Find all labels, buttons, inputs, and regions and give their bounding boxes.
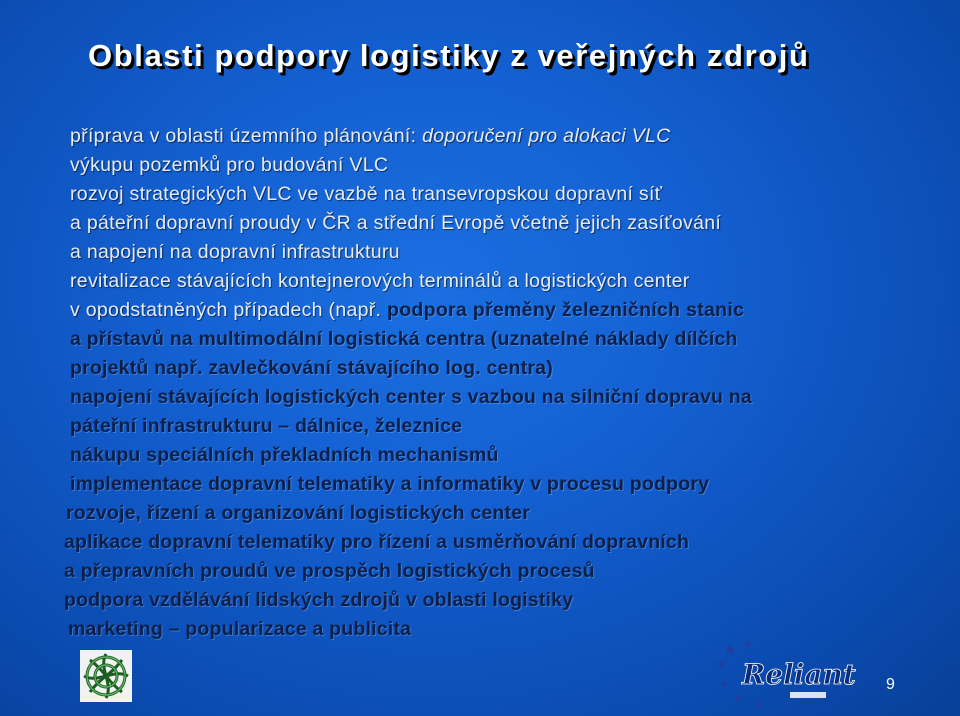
text-line-4: a páteřní dopravní proudy v ČR a střední Evropě včetně jejich zasíťování <box>70 212 722 234</box>
text-line-14: rozvoje, řízení a organizování logistických center <box>66 502 531 524</box>
text-line-13: implementace dopravní telematiky a informatiky v procesu podpory <box>70 473 710 495</box>
text-line-15: aplikace dopravní telematiky pro řízení a usměrňování dopravních <box>64 531 690 553</box>
text-line-6: revitalizace stávajících kontejnerových terminálů a logistických center <box>70 270 690 292</box>
text-line-18: marketing – popularizace a publicita <box>68 618 412 640</box>
reliant-star-logo <box>716 636 856 708</box>
text-line-12: nákupu speciálních překladních mechanismů <box>70 444 499 466</box>
text-line-8: a přístavů na multimodální logistická centra (uznatelné náklady dílčích <box>70 328 738 350</box>
text-line-17: podpora vzdělávání lidských zdrojů v oblasti logistiky <box>64 589 574 611</box>
text-line-5: a napojení na dopravní infrastrukturu <box>70 241 400 263</box>
text-line-2: výkupu pozemků pro budování VLC <box>70 154 389 176</box>
text-line-3: rozvoj strategických VLC ve vazbě na transevropskou dopravní síť <box>70 183 663 205</box>
page-number: 9 <box>886 676 895 693</box>
text-line-1-part-a: příprava v oblasti územního plánování: <box>70 125 423 147</box>
slide-title: Oblasti podpory logistiky z veřejných zdrojů <box>88 38 810 73</box>
text-line-7-part-a: v opodstatněných případech (např. <box>70 299 387 321</box>
text-line-9: projektů např. zavlečkování stávajícího log. centra) <box>70 357 553 379</box>
text-line-1-part-b: doporučení pro alokaci VLC <box>422 125 671 147</box>
text-line-7-part-b: podpora přeměny železničních stanic <box>386 299 745 321</box>
text-line-1 <box>70 124 671 148</box>
celtic-knot-icon <box>80 650 132 702</box>
text-line-11: páteřní infrastrukturu – dálnice, železnice <box>70 415 463 437</box>
text-line-7 <box>70 298 744 322</box>
text-line-10: napojení stávajících logistických center s vazbou na silniční dopravu na <box>70 386 752 408</box>
text-line-16: a přepravních proudů ve prospěch logistických procesů <box>64 560 595 582</box>
reliant-logo-text: Reliant <box>742 658 856 691</box>
